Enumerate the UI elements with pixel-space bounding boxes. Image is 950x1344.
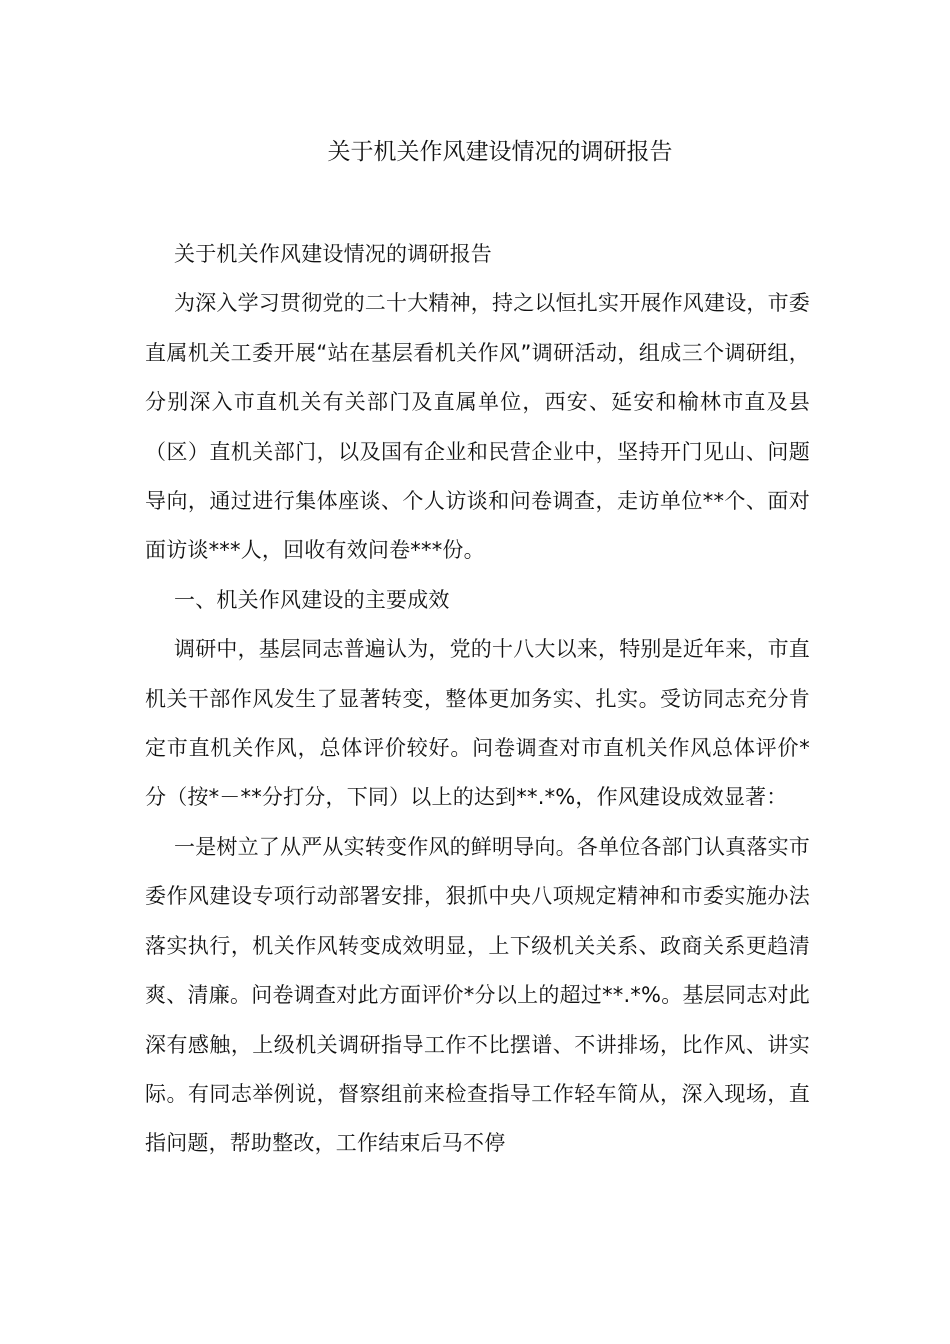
body-paragraph: 一是树立了从严从实转变作风的鲜明导向。各单位各部门认真落实市委作风建设专项行动部署安排，狠抓中央八项规定精神和市委实施办法落实执行，机关作风转变成效明显，上下级机关关系、政商关系更趋清爽、清廉。问卷调查对此方面评价*分以上的超过**.*%。基层同志对此深有感触，上级机关调研指导工作不比摆谱、不讲排场，比作风、讲实际。有同志举例说，督察组前来检查指导工作轻车简从，深入现场，直指问题，帮助整改，工作结束后马不停 bbox=[145, 834, 810, 1156]
document-title: 关于机关作风建设情况的调研报告 bbox=[327, 139, 673, 165]
intro-paragraph: 为深入学习贯彻党的二十大精神，持之以恒扎实开展作风建设，市委直属机关工委开展“站在基层看机关作风”调研活动，组成三个调研组，分别深入市直机关有关部门及直属单位，西安、延安和榆林市直及县（区）直机关部门，以及国有企业和民营企业中，坚持开门见山、问题导向，通过进行集体座谈、个人访谈和问卷调查，走访单位**个、面对面访谈***人，回收有效问卷***份。 bbox=[145, 291, 810, 563]
section-heading: 一、机关作风建设的主要成效 bbox=[174, 587, 450, 612]
body-paragraph: 调研中，基层同志普遍认为，党的十八大以来，特别是近年来，市直机关干部作风发生了显著转变，整体更加务实、扎实。受访同志充分肯定市直机关作风，总体评价较好。问卷调查对市直机关作风总体评价*分（按*－**分打分，下同）以上的达到**.*%，作风建设成效显著： bbox=[145, 637, 810, 810]
subtitle-paragraph: 关于机关作风建设情况的调研报告 bbox=[174, 242, 492, 266]
document-body bbox=[145, 230, 810, 1169]
